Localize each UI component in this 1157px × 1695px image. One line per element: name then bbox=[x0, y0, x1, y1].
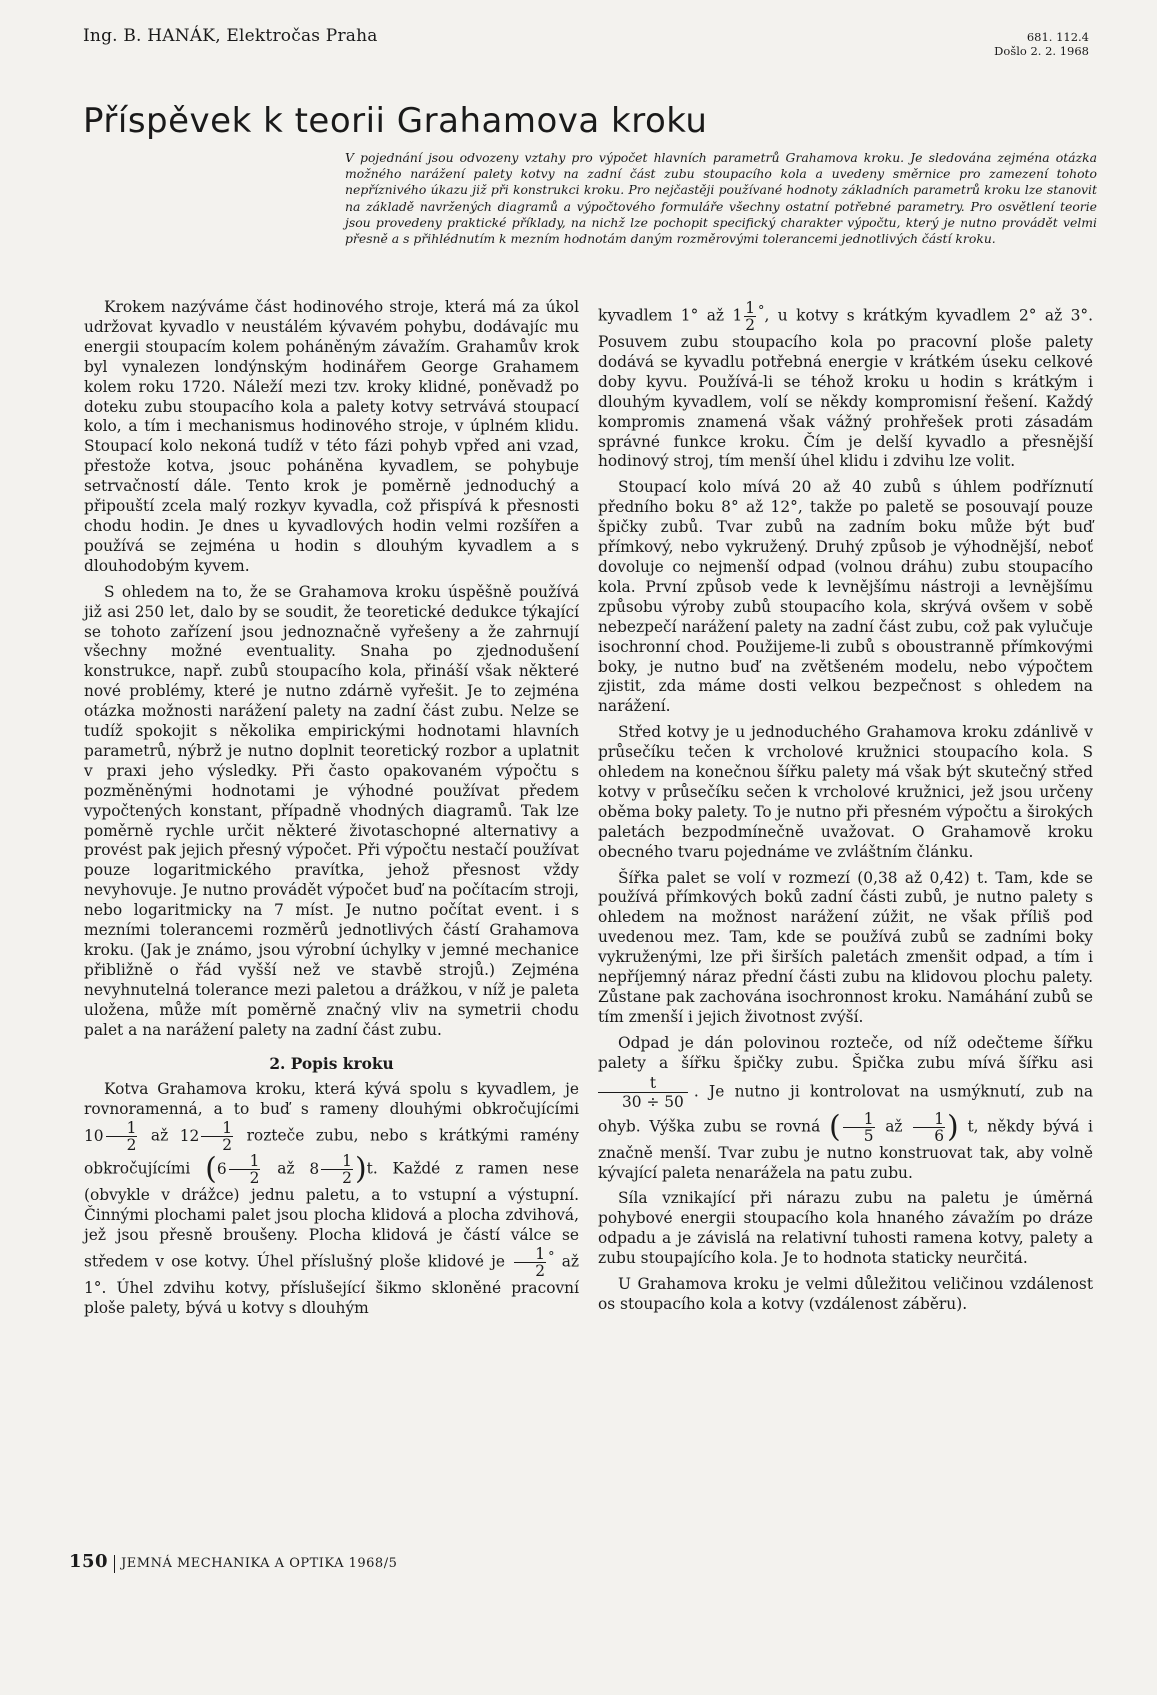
paragraph: S ohledem na to, že se Grahamova kroku úspěšně používá již asi 250 let, dalo by se soudit, že teoretické dedukce týkající se tohoto zařízení jsou jednoznačně vyřešeny a že zahrnují všechny možné eventuality. Snaha po zjednodušení konstrukce, např. zubů stoupacího kola, přináší však některé nové problémy, které je nutno zdárně vyřešit. Je to zejména otázka možnosti narážení palety na zadní část zubu. Nelze se tudíž spokojit s několika empirickými hodnotami hlavních parametrů, nýbrž je nutno doplnit teoretický rozbor a uplatnit v praxi jeho výsledky. Při často opakovaném výpočtu s pozměněnými hodnotami je výhodné používat předem vypočtených konstant, případně vhodných diagramů. Tak lze poměrně rychle určit některé životaschopné alternativy a provést pak jejich přesný výpočet. Při výpočtu nestačí používat pouze logaritmického pravítka, jehož přesnost vždy nevyhovuje. Je nutno provádět výpočet buď na počítacím stroji, nebo logaritmicky na 7 míst. Je nutno počítat event. i s mezními tolerancemi rozměrů jednotlivých částí Grahamova kroku. (Jak je známo, jsou výrobní úchylky v jemné mechanice přibližně o řád vyšší než ve stavbě strojů.) Zejména nevyhnutelná tolerance mezi paletou a drážkou, v níž je paleta uložena, může mít poměrně značný vliv na symetrii chodu palet a na narážení palety na zadní část zubu. bbox=[84, 582, 579, 1039]
paragraph-with-fractions: Kotva Grahamova kroku, která kývá spolu s kyvadlem, je rovnoramenná, a to buď s rameny dlouhými obkročujícími 10 $\frac{1}{2}$ až 12 $\frac{1}{2}$ rozteče zubu, nebo s krátkými ramény obkročujícími (6 $\frac{1}{2}$ až 8 $\frac{1}{2}$ )t. Každé z ramen nese (obvykle v drážce) jednu paletu, a to vstupní a výstupní. Činnými plochami palet jsou plocha klidová a plocha zdvihová, jež jsou přesně broušeny. Plocha klidová je částí válce se středem v ose kotvy. Úhel příslušný ploše klidové je $\frac{1}{2}$ ° až 1°. Úhel zdvihu kotvy, příslušející šikmo skloněné pracovní ploše palety, bývá u kotvy s dlouhým bbox=[84, 1080, 579, 1317]
paragraph: U Grahamova kroku je velmi důležitou veličinou vzdálenost os stoupacího kola a kotvy (vzdálenost záběru). bbox=[598, 1275, 1093, 1313]
paragraph: Síla vznikající při nárazu zubu na paletu je úměrná pohybové energii stoupacího kola hnaného závažím po dráze odpadu a je závislá na relativní tuhosti ramena kotvy, palety a zubu stoupajícího kola. Je to hodnota staticky neurčitá. bbox=[598, 1189, 1093, 1268]
page-footer bbox=[69, 1551, 397, 1573]
fraction: $\frac{t}{30 \div 50}$ bbox=[598, 1074, 688, 1111]
fraction: $\frac{1}{2}$ bbox=[514, 1246, 546, 1279]
fraction: $\frac{1}{2}$ bbox=[321, 1153, 353, 1186]
abstract: V pojednání jsou odvozeny vztahy pro výpočet hlavních parametrů Grahamova kroku. Je sledována zejména otázka možného narážení palety kotvy na zadní část zubu stoupacího kola a uvedeny směrnice pro zamezení tohoto nepříznivého úkazu již při konstrukci kroku. Pro nejčastěji používané hodnoty základních parametrů kroku lze stanovit na základě navržených diagramů a výpočtového formuláře všechny ostatní potřebné parametry. Pro osvětlení teorie jsou provedeny praktické příklady, na nichž lze pochopit specifický charakter výpočtu, který je nutno provádět velmi přesně a s přihlédnutím k mezním hodnotám daným rozměrovými tolerancemi jednotlivých částí kroku. bbox=[345, 150, 1097, 247]
paragraph: Střed kotvy je u jednoduchého Grahamova kroku zdánlivě v průsečíku tečen k vrcholové kružnici stoupacího kola. S ohledem na konečnou šířku palety má však být skutečný střed kotvy v průsečíku sečen k vrcholové kružnici, jež jsou určeny oběma boky palety. To je nutno při přesném výpočtu a širokých paletách bezpodmínečně uvažovat. O Grahamově kroku obecného tvaru pojednáme ve zvláštním článku. bbox=[598, 723, 1093, 861]
paragraph: Šířka palet se volí v rozmezí (0,38 až 0,42) t. Tam, kde se používá přímkových boků zadní části zubů, je nutno palety s ohledem na možnost narážení zúžit, ne však příliš pod uvedenou mez. Tam, kde se používá zubů se zadními boky vykruženými, lze při širších paletách zmenšit odpad, a tím i nepříjemný náraz přední části zubu na klidovou plochu palety. Zůstane pak zachována isochronnost kroku. Namáhání zubů se tím zmenší i jejich životnost zvýší. bbox=[598, 868, 1093, 1026]
author-line: Ing. B. HANÁK, Elektročas Praha bbox=[83, 26, 378, 46]
article-title: Příspěvek k teorii Grahamova kroku bbox=[83, 100, 708, 141]
paragraph-with-fractions: Odpad je dán polovinou rozteče, od níž odečteme šířku palety a šířku špičky zubu. Špička zubu mívá šířku asi $\frac{t}{30 \div 50}$ . Je nutno ji kontrolovat na usmýknutí, zub na ohyb. Výška zubu se rovná ( $\frac{1}{5}$ až $\frac{1}{6}$ ) t, někdy bývá i značně menší. Tvar zubu je nutno konstruovat tak, aby volně kývající paleta nenarážela na patu zubu. bbox=[598, 1033, 1093, 1182]
journal-name: JEMNÁ MECHANIKA A OPTIKA 1968/5 bbox=[121, 1556, 398, 1571]
paragraph-continued: kyvadlem 1° až 1 $\frac{1}{2}$ °, u kotvy s krátkým kyvadlem 2° až 3°. Posuvem zubu stoupacího kola po pracovní ploše palety dodává se kyvadlu potřebná energie v krátkém úseku celkové doby kyvu. Používá-li se téhož kroku u hodin s krátkým i dlouhým kyvadlem, volí se někdy kompromisní řešení. Každý kompromis znamená však vážný prohřešek proti zásadám správné funkce kroku. Čím je delší kyvadlo a přesnější hodinový stroj, tím menší úhel klidu i zdvihu lze volit. bbox=[598, 299, 1094, 471]
classification-code: 681. 112.4 bbox=[1026, 30, 1089, 44]
right-column bbox=[598, 300, 1093, 1321]
fraction: $\frac{1}{6}$ bbox=[913, 1111, 945, 1144]
mixed-number: 6 $\frac{1}{2}$ bbox=[216, 1152, 260, 1188]
fraction: $\frac{1}{2}$ bbox=[201, 1120, 233, 1153]
fraction: $\frac{1}{2}$ bbox=[745, 299, 756, 334]
fraction: $\frac{1}{2}$ bbox=[229, 1153, 261, 1186]
left-column bbox=[84, 298, 579, 1325]
page-number: 150 bbox=[69, 1551, 109, 1572]
mixed-number: 8 $\frac{1}{2}$ bbox=[309, 1152, 352, 1188]
fraction: $\frac{1}{5}$ bbox=[843, 1111, 875, 1144]
received-date: Došlo 2. 2. 1968 bbox=[994, 44, 1089, 58]
mixed-number: 12 $\frac{1}{2}$ bbox=[179, 1119, 233, 1155]
article-meta bbox=[994, 30, 1089, 58]
fraction: $\frac{1}{2}$ bbox=[106, 1120, 138, 1153]
paragraph: Stoupací kolo mívá 20 až 40 zubů s úhlem podříznutí předního boku 8° až 12°, takže po paletě se posouvají pouze špičky zubů. Tvar zubů na zadním boku může být buď přímkový, nebo vykružený. Druhý způsob je výhodnější, neboť dovoluje co nejmenší odpad (volnou dráhu) zubu stoupacího kola. První způsob vede k levnějšímu nástroji a levnějšímu způsobu výroby zubů stoupacího kola, skrývá ovšem v sobě nebezpečí narážení palety na zadní část zubu, což pak vylučuje isochronní chod. Použijeme-li zubů s oboustranně přímkovými boky, je nutno buď na zvětšeném modelu, nebo výpočtem zjistit, zda máme dosti velkou bezpečnost s ohledem na narážení. bbox=[598, 478, 1093, 716]
mixed-number: 10 $\frac{1}{2}$ bbox=[84, 1119, 137, 1155]
paragraph: Krokem nazýváme část hodinového stroje, která má za úkol udržovat kyvadlo v neustálém kývavém pohybu, dodávajíc mu energii stoupacím kolem poháněným závažím. Grahamův krok byl vynalezen londýnským hodinářem George Grahamem kolem roku 1720. Náleží mezi tzv. kroky klidné, poněvadž po doteku zubu stoupacího kola a palety kotvy setrvává stoupací kolo, a tím i mechanismus hodinového stroje, v úplném klidu. Stoupací kolo nekoná tudíž v této fázi pohyb vpřed ani vzad, přestože kotva, jsouc poháněna kyvadlem, se pohybuje setrvačností dále. Tento krok je poměrně jednoduchý a připouští zcela malý rozkyv kyvadla, což přispívá k přesnosti chodu hodin. Je dnes u kyvadlových hodin velmi rozšířen a používá se zejména u hodin s dlouhým kyvadlem a s dlouhodobým kyvem. bbox=[84, 298, 579, 575]
section-heading: 2. Popis kroku bbox=[269, 1054, 394, 1073]
footer-divider bbox=[114, 1555, 115, 1573]
